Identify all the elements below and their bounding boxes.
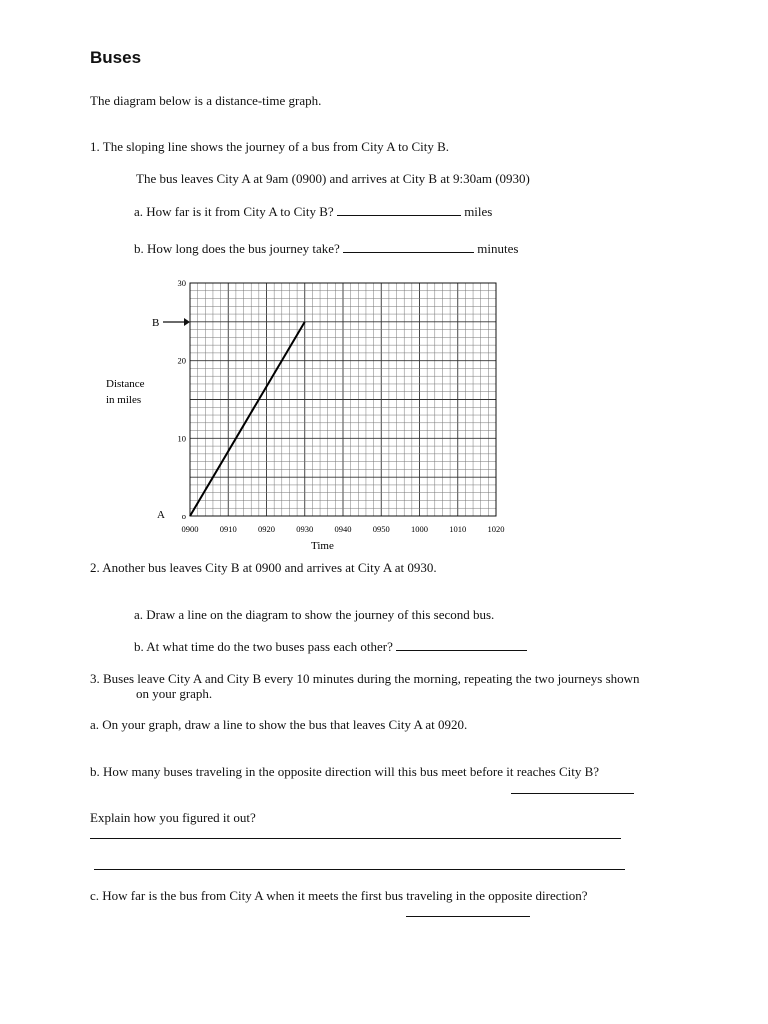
explain-answer-line-1[interactable] (90, 838, 621, 839)
answer-blank-1a[interactable] (337, 203, 461, 216)
x-tick-label: 1000 (411, 524, 428, 534)
question-1b-unit: minutes (477, 241, 519, 256)
intro-text: The diagram below is a distance-time graph. (90, 93, 322, 108)
explain-prompt: Explain how you figured it out? (90, 810, 256, 825)
answer-blank-1b[interactable] (343, 240, 474, 253)
x-tick-label: 0930 (296, 524, 314, 534)
graph-grid (190, 283, 496, 516)
x-axis-label: Time (311, 540, 334, 552)
question-1a (134, 203, 492, 220)
x-tick-label: 0940 (334, 524, 352, 534)
y-tick-label: 10 (177, 433, 186, 444)
answer-blank-3c[interactable] (406, 916, 530, 917)
y-axis-label-line2: in miles (106, 394, 142, 406)
x-tick-label: 0920 (258, 524, 275, 534)
distance-time-graph[interactable] (0, 270, 768, 560)
question-1-info: The bus leaves City A at 9am (0900) and arrives at City B at 9:30am (0930) (136, 171, 530, 186)
question-2b (134, 638, 527, 655)
journey-line-a-to-b (190, 322, 305, 516)
question-1: 1. The sloping line shows the journey of a bus from City A to City B. (90, 139, 450, 154)
x-tick-label: 0910 (219, 524, 237, 534)
graph-series (190, 322, 305, 516)
question-1a-text: a. How far is it from City A to City B? (134, 204, 334, 219)
x-tick-label: 1020 (487, 524, 505, 534)
question-3-line1: 3. Buses leave City A and City B every 10 minutes during the morning, repeating the two journeys shown (90, 671, 640, 686)
question-1b-text: b. How long does the bus journey take? (134, 241, 340, 256)
question-3b: b. How many buses traveling in the opposite direction will this bus meet before it reaches City B? (90, 764, 600, 779)
question-3c: c. How far is the bus from City A when it meets the first bus traveling in the opposite direction? (90, 888, 588, 903)
marker-b-arrow (163, 318, 190, 326)
question-1b (134, 240, 518, 257)
page-title: Buses (90, 48, 142, 67)
marker-b-label: B (152, 317, 160, 329)
explain-answer-line-2[interactable] (94, 869, 625, 870)
graph-ticks (178, 278, 505, 534)
marker-a-label: A (157, 509, 165, 521)
x-tick-label: 0950 (372, 524, 390, 534)
question-3-line2: on your graph. (136, 686, 213, 701)
question-2: 2. Another bus leaves City B at 0900 and arrives at City A at 0930. (90, 560, 437, 575)
y-tick-label: 30 (177, 278, 186, 288)
answer-blank-2b[interactable] (396, 638, 527, 651)
question-1a-unit: miles (464, 204, 493, 219)
answer-blank-3b[interactable] (511, 793, 634, 794)
x-tick-label: 1010 (449, 524, 467, 534)
y-tick-label: 20 (177, 355, 186, 366)
y-axis-label-line1: Distance (106, 378, 145, 390)
y-tick-label: o (181, 511, 186, 521)
question-2a: a. Draw a line on the diagram to show the journey of this second bus. (134, 607, 495, 622)
question-2b-text: b. At what time do the two buses pass each other? (134, 639, 393, 654)
question-3a: a. On your graph, draw a line to show the bus that leaves City A at 0920. (90, 717, 468, 732)
x-tick-label: 0900 (181, 524, 199, 534)
